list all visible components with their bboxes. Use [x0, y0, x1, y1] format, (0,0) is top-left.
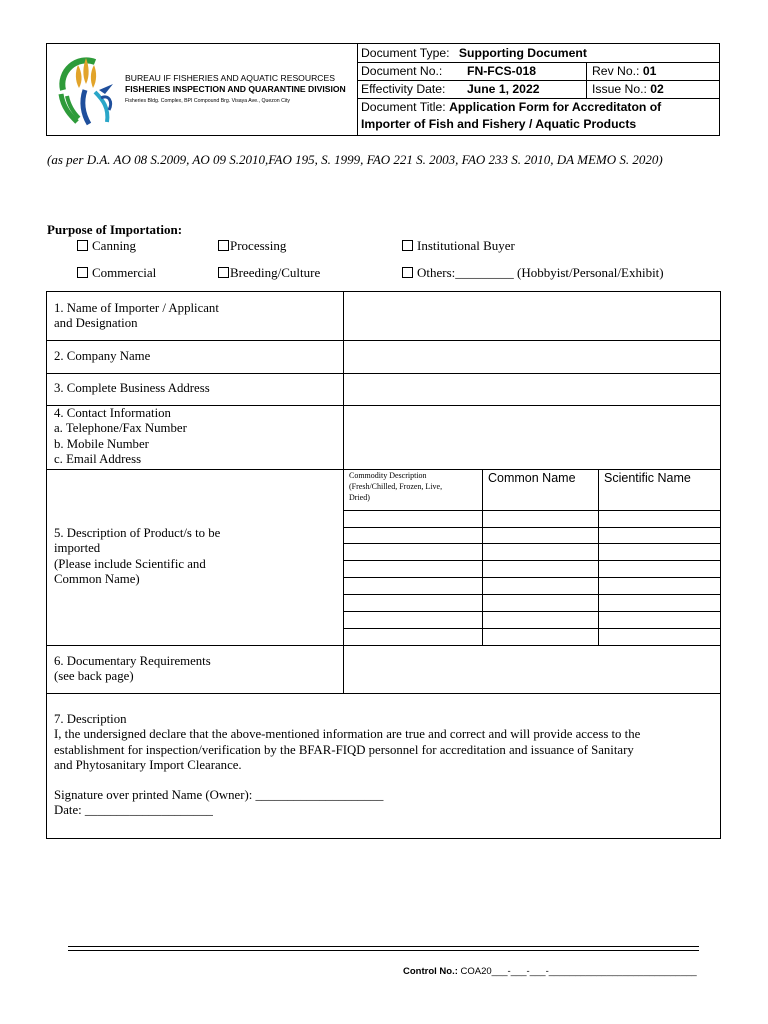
checkbox-canning[interactable] — [77, 238, 136, 254]
legal-reference: (as per D.A. AO 08 S.2009, AO 09 S.2010,FAO 195, S. 1999, FAO 221 S. 2003, FAO 233 S. 2010, DA MEMO S. 2020) — [47, 152, 663, 167]
scientific-name-header: Scientific Name — [604, 471, 691, 485]
q4-label-line2: a. Telephone/Fax Number — [54, 421, 187, 436]
purpose-title: Purpose of Importation: — [47, 222, 183, 237]
q4-label-line3: b. Mobile Number — [54, 436, 149, 451]
checkbox-label: Canning — [92, 238, 137, 253]
rev-no-row — [592, 64, 656, 78]
commodity-header-line2: (Fresh/Chilled, Frozen, Live, — [349, 482, 443, 491]
doc-no-value: FN-FCS-018 — [467, 64, 537, 78]
document-header — [46, 43, 720, 136]
control-number-value: COA20___-___-___-____________________________ — [460, 966, 697, 977]
effectivity-value: June 1, 2022 — [467, 82, 540, 96]
checkbox-label: Commercial — [92, 265, 157, 280]
q2-label: 2. Company Name — [54, 349, 151, 363]
commodity-header-line1: Commodity Description — [349, 471, 427, 480]
agency-address: Fisheries Bldg. Complex, BPI Compound Brg. Visaya Ave., Quezon City — [125, 98, 291, 104]
declaration-line2: establishment for inspection/verification by the BFAR-FIQD personnel for accreditation and issuance of Sanitary — [54, 742, 634, 757]
agency-identity — [47, 44, 358, 135]
q7-section — [54, 712, 719, 819]
q4-label-line1: 4. Contact Information — [54, 406, 171, 420]
checkbox-commercial[interactable] — [77, 265, 156, 281]
checkbox-others[interactable] — [402, 265, 664, 281]
division-name: FISHERIES INSPECTION AND QUARANTINE DIVISION — [125, 84, 346, 94]
documentary-requirements-field[interactable] — [344, 646, 720, 693]
signature-line[interactable]: Signature over printed Name (Owner): ____________________ — [54, 788, 384, 803]
agency-name: BUREAU IF FISHERIES AND AQUATIC RESOURCES — [125, 73, 335, 83]
checkbox-icon[interactable] — [402, 240, 413, 251]
checkbox-icon[interactable] — [218, 267, 229, 278]
doc-title-row — [361, 100, 661, 114]
importer-name-field[interactable] — [344, 292, 720, 340]
q6-label — [54, 654, 211, 685]
checkbox-icon[interactable] — [402, 267, 413, 278]
issue-no-label: Issue No.: — [592, 82, 647, 96]
checkbox-label: Institutional Buyer — [417, 238, 515, 253]
business-address-field[interactable] — [344, 374, 720, 405]
contact-info-field[interactable] — [344, 406, 720, 469]
q5-label-line4: Common Name) — [54, 571, 140, 586]
footer-rule — [68, 950, 699, 951]
q5-label-line3: (Please include Scientific and — [54, 556, 206, 571]
checkbox-breeding-culture[interactable] — [218, 265, 320, 281]
effectivity-label: Effectivity Date: — [361, 82, 446, 96]
checkbox-icon[interactable] — [77, 267, 88, 278]
checkbox-label: Processing — [230, 238, 287, 253]
common-name-header: Common Name — [488, 471, 576, 485]
checkbox-label: Breeding/Culture — [230, 265, 321, 280]
rev-no-value: 01 — [642, 64, 657, 78]
q4-label — [54, 406, 187, 467]
application-form — [46, 291, 721, 839]
company-name-field[interactable] — [344, 341, 720, 373]
q5-label-line1: 5. Description of Product/s to be — [54, 526, 221, 540]
doc-no-label: Document No.: — [361, 64, 443, 78]
footer-rule — [68, 946, 699, 947]
q5-label-line2: imported — [54, 541, 101, 556]
q4-label-line4: c. Email Address — [54, 451, 142, 466]
commodity-header-line3: Dried) — [349, 493, 370, 502]
control-number[interactable] — [403, 966, 697, 977]
q7-title: 7. Description — [54, 712, 127, 726]
q1-label-line2: and Designation — [54, 316, 138, 331]
doc-title-value-1: Application Form for Accreditaton of — [449, 100, 662, 114]
issue-no-value: 02 — [650, 82, 664, 96]
checkbox-icon[interactable] — [77, 240, 88, 251]
doc-title-value-2: Importer of Fish and Fishery / Aquatic Products — [361, 117, 637, 131]
declaration-line3: and Phytosanitary Import Clearance. — [54, 757, 242, 772]
doc-type-label: Document Type: — [361, 46, 450, 60]
doc-type-value: Supporting Document — [458, 46, 587, 60]
q3-label: 3. Complete Business Address — [54, 381, 210, 395]
control-number-label: Control No.: — [403, 966, 458, 977]
date-line[interactable]: Date: ____________________ — [54, 803, 213, 818]
doc-title-label: Document Title: — [361, 100, 446, 114]
q1-label-line1: 1. Name of Importer / Applicant — [54, 301, 219, 315]
checkbox-institutional-buyer[interactable] — [402, 238, 515, 254]
checkbox-label: Others:_________ (Hobbyist/Personal/Exhibit) — [417, 265, 664, 280]
commodity-description-header — [349, 470, 442, 503]
q6-label-line1: 6. Documentary Requirements — [54, 654, 211, 668]
checkbox-icon[interactable] — [218, 240, 229, 251]
rev-no-label: Rev No.: — [592, 64, 640, 78]
q6-label-line2: (see back page) — [54, 669, 134, 684]
q1-label — [54, 301, 219, 332]
doc-type-row — [361, 46, 587, 60]
declaration-line1: I, the undersigned declare that the above-mentioned information are true and correct and will provide access to the — [54, 727, 641, 742]
q5-label — [54, 526, 220, 587]
bfar-logo — [55, 50, 117, 130]
checkbox-processing[interactable] — [218, 238, 286, 254]
issue-no-row — [592, 82, 664, 96]
